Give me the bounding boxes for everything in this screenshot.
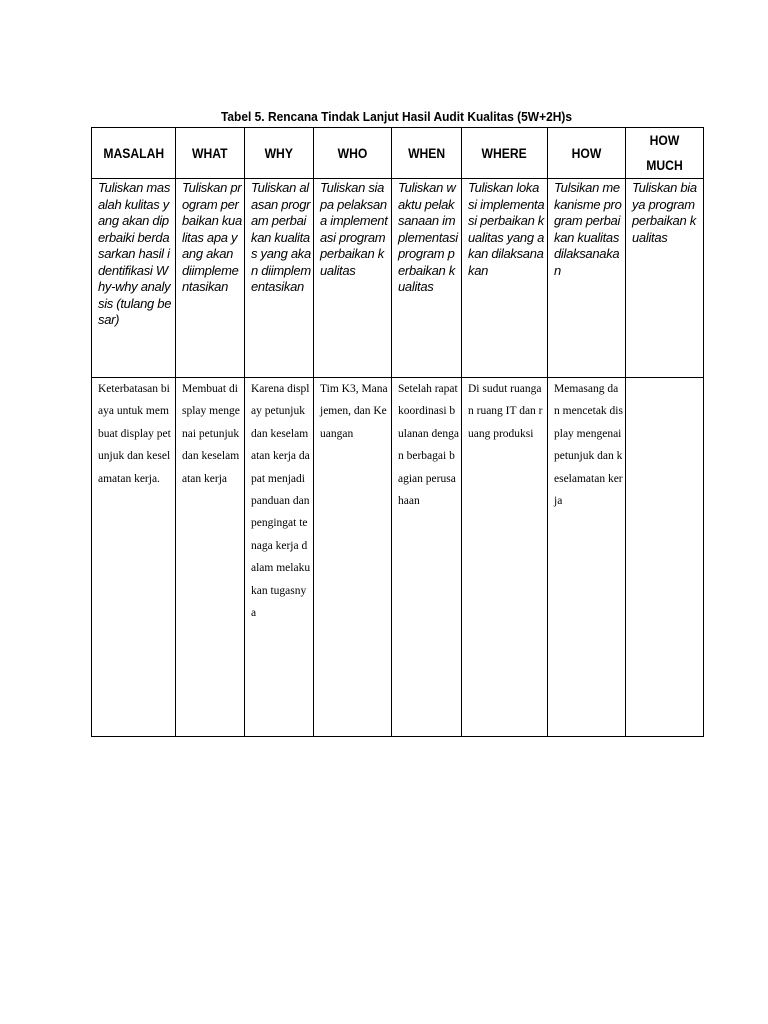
content-text: Setelah rapat koordinasi bulanan dengan berbagai bagian perusahaan — [398, 383, 459, 508]
content-text: Tim K3, Manajemen, dan Keuangan — [320, 383, 388, 440]
content-cell-where — [462, 378, 548, 737]
guide-cell-why — [245, 179, 314, 378]
guide-text: Tuliskan biaya program perbaikan kualitas — [632, 180, 697, 245]
guide-cell-how — [548, 179, 626, 378]
table-row-guide — [92, 179, 704, 378]
guide-cell-what — [176, 179, 245, 378]
header-where — [462, 128, 548, 179]
header-label: WHERE — [481, 145, 528, 161]
content-cell-how-much — [626, 378, 704, 737]
content-cell-why — [245, 378, 314, 737]
header-label: MASALAH — [103, 145, 164, 161]
header-who — [314, 128, 392, 179]
table-header-row — [92, 128, 704, 179]
guide-cell-how-much — [626, 179, 704, 378]
content-cell-who — [314, 378, 392, 737]
guide-cell-where — [462, 179, 548, 378]
guide-text: Tuliskan program perbaikan kualitas apa yang akan diimplementasikan — [182, 180, 242, 294]
content-cell-what — [176, 378, 245, 737]
content-text: Karena display petunjuk dan keselamatan kerja dapat menjadi panduan dan pengingat tenaga kerja dalam melakukan tugasnya — [251, 383, 311, 620]
content-text: Keterbatasan biaya untuk membuat display petunjuk dan keselamatan kerja. — [98, 383, 171, 485]
content-text: Memasang dan mencetak display mengenai petunjuk dan keselamatan kerja — [554, 383, 623, 508]
guide-cell-who — [314, 179, 392, 378]
header-label: HOW MUCH — [646, 133, 683, 173]
header-label: WHEN — [407, 145, 446, 161]
guide-text: Tuliskan waktu pelaksanaan implementasi program perbaikan kualitas — [398, 180, 458, 294]
header-label: WHY — [264, 145, 294, 161]
content-cell-when — [392, 378, 462, 737]
guide-cell-masalah — [92, 179, 176, 378]
header-why — [245, 128, 314, 179]
guide-text: Tulsikan mekanisme program perbaikan kualitas dilaksanakan — [554, 180, 622, 278]
guide-text: Tuliskan alasan program perbaikan kualitas yang akan diimplementasikan — [251, 180, 311, 294]
content-cell-how — [548, 378, 626, 737]
content-cell-masalah — [92, 378, 176, 737]
guide-text: Tuliskan lokasi implementasi perbaikan kualitas yang akan dilaksanakan — [468, 180, 545, 278]
header-how-much — [626, 128, 704, 179]
header-label: WHO — [337, 145, 368, 161]
header-label: HOW — [571, 145, 602, 161]
table-row-content — [92, 378, 704, 737]
header-masalah — [92, 128, 176, 179]
header-label: WHAT — [192, 145, 228, 161]
header-what — [176, 128, 245, 179]
header-when — [392, 128, 462, 179]
action-plan-table — [91, 127, 704, 737]
guide-text: Tuliskan siapa pelaksana implementasi program perbaikan kualitas — [320, 180, 388, 278]
content-text: Di sudut ruangan ruang IT dan ruang produksi — [468, 383, 543, 440]
guide-text: Tuliskan masalah kulitas yang akan diperbaiki berdasarkan hasil identifikasi Why-why analysis (tulang besar) — [98, 180, 172, 327]
page-title: Tabel 5. Rencana Tindak Lanjut Hasil Audit Kualitas (5W+2H)s — [220, 109, 573, 124]
guide-cell-when — [392, 179, 462, 378]
header-how — [548, 128, 626, 179]
content-text: Membuat display mengenai petunjuk dan keselamatan kerja — [182, 383, 240, 485]
